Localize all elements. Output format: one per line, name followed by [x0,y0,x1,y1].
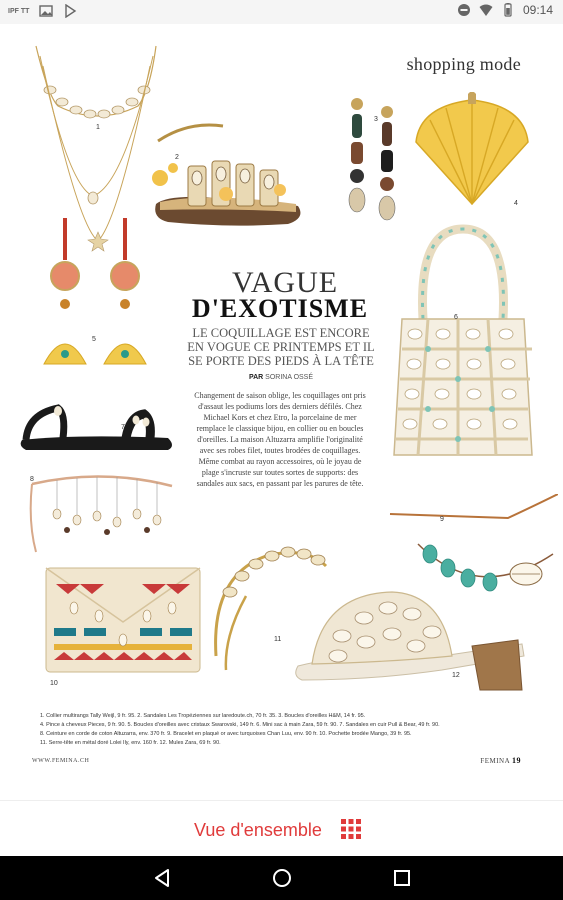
battery-icon [501,3,515,17]
overview-button[interactable]: Vue d'ensemble [194,820,322,840]
wifi-icon [479,3,493,17]
item-number-12: 12 [452,672,460,679]
back-icon[interactable] [150,866,174,890]
embroidered-clutch-image [44,564,202,676]
footer-page-label [480,756,521,765]
shell-bag-image [388,219,538,464]
black-sandal-image [18,394,178,454]
shell-sandal-image [148,106,308,236]
bottom-bar [0,800,563,857]
item-number-9: 9 [440,516,444,523]
shell-mule-image [292,584,532,694]
android-nav-bar [0,856,563,900]
footer-magazine-name: FEMINA [480,757,510,765]
byline [186,374,376,381]
credits-line: 11. Serre-tête en métal doré Lolei Ily, env. 160 fr. 12. Mules Zara, 69 fr. 90. [40,740,221,746]
magazine-page[interactable] [0,24,563,800]
headline-line-2: D'EXOTISME [191,294,369,323]
item-number-8: 8 [30,476,34,483]
section-title: shopping mode [406,54,521,74]
item-number-10: 10 [50,680,58,687]
headline-line-1: VAGUE [231,266,339,299]
image-notification-icon [39,4,53,18]
app-notification-icon: IPF TT [8,7,30,15]
status-time: 09:14 [522,3,553,17]
credits-line: 1. Collier multirangs Tally Weijl, 9 fr. 95. 2. Sandales Les Tropéziennes sur laredoute.ch, 70 fr. 35. 3. Boucles d'oreilles H&M, 14 fr. 95. [40,713,366,719]
footer-website: WWW.FEMINA.CH [32,758,90,764]
byline-prefix: PAR [248,374,264,381]
item-number-1: 1 [96,124,100,131]
product-credits [40,712,520,748]
item-number-6: 6 [454,314,458,321]
lead-paragraph: LE COQUILLAGE EST ENCORE EN VOGUE CE PRINTEMPS ET IL SE PORTE DES PIEDS À LA TÊTE [187,326,375,368]
byline-author: SORINA OSSÉ [265,374,314,381]
status-bar [0,0,563,24]
shell-belt-image [22,472,182,562]
credits-line: 8. Ceinture en corde de coton Altuzarra, env. 370 fr. 9. Bracelet en plaqué or avec turquoises Chan Luu, env. 90 fr. 10. Pochette brodée Mango, 39 fr. 95. [40,731,412,737]
do-not-disturb-icon [457,3,471,17]
item-number-11: 11 [274,636,282,643]
item-number-3: 3 [374,116,378,123]
recents-icon[interactable] [390,866,414,890]
grid-icon[interactable] [341,819,361,839]
home-icon[interactable] [270,866,294,890]
shell-hair-clip-image [410,92,534,208]
item-number-2: 2 [175,154,179,161]
article-body: Changement de saison oblige, les coquillages ont pris d'assaut les podiums lors des derniers défilés. Chez Michael Kors et chez Etro, la porcelaine de mer remplace le classique bijou, en collier ou en boucles d'oreilles. La maison Altuzarra amplifie l'originalité avec ses robes filet, toutes brodées de coquillages. Même combat au rayon accessoires, où le joyau de plage s'incruste sur toutes sortes de supports: des sandales aux sacs, en passant par les parures de tête. [194,391,366,488]
play-store-icon [63,4,77,18]
item-number-7: 7 [121,424,125,431]
item-number-5: 5 [92,336,96,343]
page-number: 19 [512,756,521,765]
crystal-earrings-image [38,214,158,374]
item-number-4: 4 [514,200,518,207]
credits-line: 4. Pince à cheveux Pieces, 9 fr. 90. 5. Boucles d'oreilles avec cristaux Swarovski, 149 fr. 6. Mini sac à main Zara, 59 fr. 90. 7. Sandales en cuir Pull & Bear, 49 fr. 90. [40,722,440,728]
